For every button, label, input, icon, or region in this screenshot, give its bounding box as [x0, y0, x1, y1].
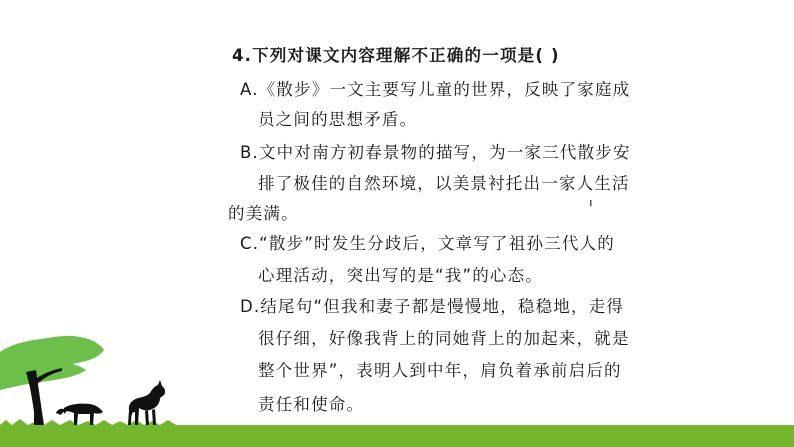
option-d-line-1: D.结尾句“但我和妻子都是慢慢地，稳稳地，走得: [240, 297, 625, 316]
option-c-line-1: C.“散步”时发生分歧后，文章写了祖孙三代人的: [240, 234, 615, 253]
deer-silhouette-large: [128, 380, 165, 425]
option-a-line-1: A.《散步》一文主要写儿童的世界，反映了家庭成: [240, 80, 631, 99]
option-a-line-2: 员之间的思想矛盾。: [258, 110, 418, 129]
option-d-line-4: 责任和使命。: [258, 395, 365, 414]
scan-dot: [590, 200, 592, 206]
tree-canopy: [0, 336, 104, 378]
option-d-line-3: 整个世界”，表明人到中年，肩负着承前启后的: [258, 361, 622, 380]
tree-trunk: [26, 370, 44, 425]
grass-tufts: [0, 419, 794, 428]
option-b-line-2: 排了极佳的自然环境，以美景衬托出一家人生活: [258, 174, 630, 193]
tree-canopy-layer: [0, 362, 86, 390]
deer-silhouette-small: [56, 404, 103, 425]
option-d-line-2: 很仔细，好像我背上的同她背上的加起来，就是: [258, 329, 630, 348]
option-b-line-3: 的美满。: [228, 204, 299, 223]
option-c-line-2: 心理活动，突出写的是“我”的心态。: [258, 266, 543, 285]
grass-band: [0, 425, 794, 447]
question-stem: 4.下列对课文内容理解不正确的一项是( ): [232, 46, 560, 65]
option-b-line-1: B.文中对南方初春景物的描写，为一家三代散步安: [240, 143, 631, 162]
tree-branch: [34, 368, 62, 384]
